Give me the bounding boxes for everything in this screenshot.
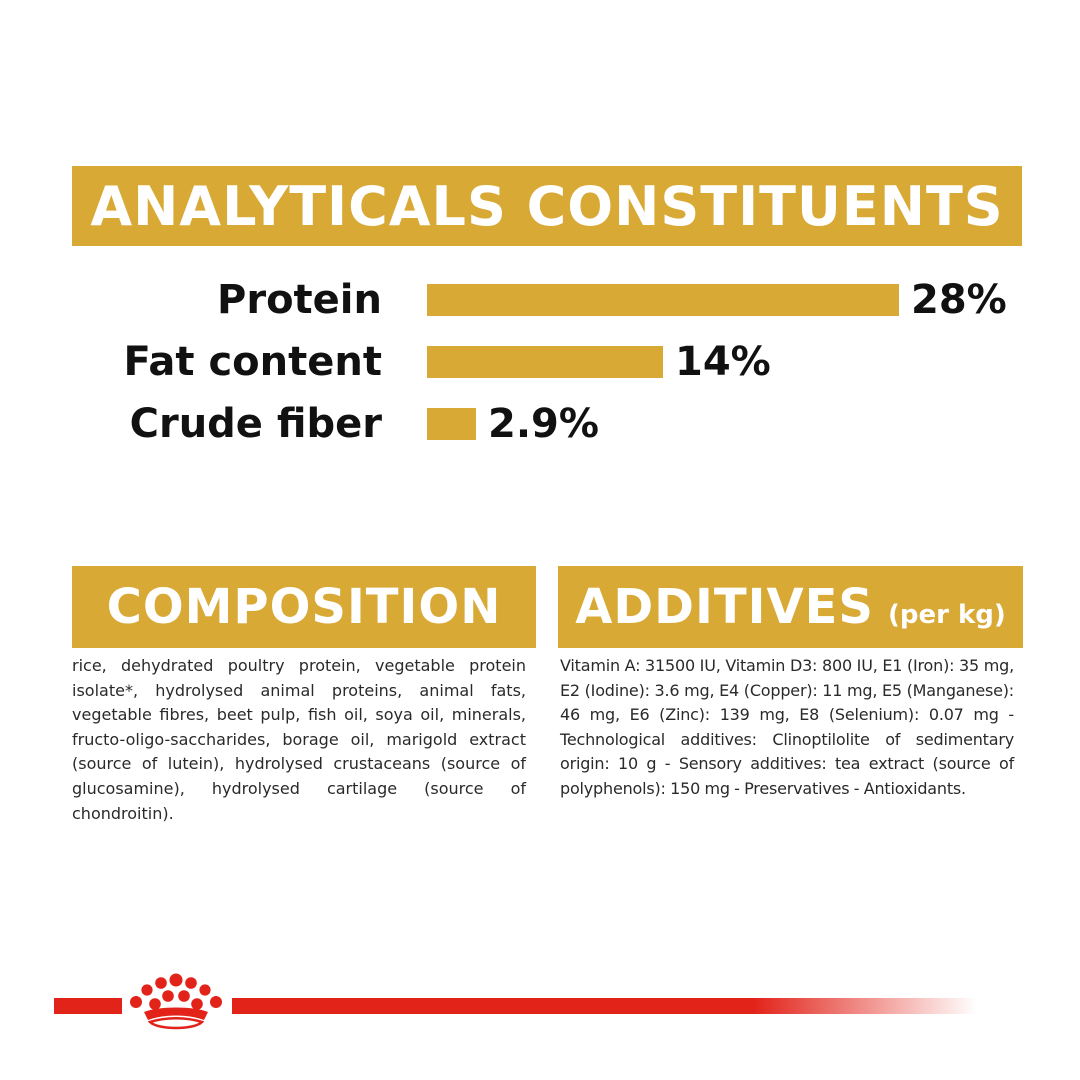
footer-red-line-right bbox=[232, 998, 977, 1014]
nutrient-label: Crude fiber bbox=[129, 401, 382, 447]
composition-banner bbox=[72, 566, 536, 648]
nutrient-row-fat-content bbox=[0, 332, 1080, 392]
nutrient-value: 2.9% bbox=[488, 401, 599, 447]
analytical-constituents-banner bbox=[72, 166, 1022, 246]
nutrient-row-protein bbox=[0, 270, 1080, 330]
footer-red-line-left bbox=[54, 998, 122, 1014]
additives-title: ADDITIVES bbox=[575, 579, 874, 635]
nutrient-value: 28% bbox=[911, 277, 1007, 323]
composition-title: COMPOSITION bbox=[106, 579, 502, 635]
nutrient-value: 14% bbox=[675, 339, 771, 385]
nutrient-label: Fat content bbox=[123, 339, 382, 385]
nutrient-label: Protein bbox=[217, 277, 382, 323]
additives-text: Vitamin A: 31500 IU, Vitamin D3: 800 IU, E1 (Iron): 35 mg, E2 (Iodine): 3.6 mg, E4 (Copper): 11 mg, E5 (Manganese): 46 mg, E6 (Zinc): 139 mg, E8 (Selenium): 0.07 mg - Technological additives: Clinoptilolite of sedimentary origin: 10 g - Sensory additives: tea extract (source of polyphenols): 150 mg - Preservatives - Antioxidants. bbox=[560, 656, 1014, 798]
nutrient-bar bbox=[427, 408, 476, 440]
royal-canin-crown-icon bbox=[124, 972, 228, 1034]
additives-subtitle: (per kg) bbox=[888, 600, 1006, 630]
nutrient-row-crude-fiber bbox=[0, 394, 1080, 454]
nutrient-bar bbox=[427, 284, 899, 316]
nutrient-bar bbox=[427, 346, 663, 378]
analytical-constituents-title: ANALYTICALS CONSTITUENTS bbox=[90, 174, 1004, 238]
additives-banner bbox=[558, 566, 1023, 648]
composition-text: rice, dehydrated poultry protein, vegetable protein isolate*, hydrolysed animal proteins, animal fats, vegetable fibres, beet pulp, fish oil, soya oil, minerals, fructo-oligo-saccharides, borage oil, marigold extract (source of lutein), hydrolysed crustaceans (source of glucosamine), hydrolysed cartilage (source of chondroitin). bbox=[72, 656, 526, 823]
